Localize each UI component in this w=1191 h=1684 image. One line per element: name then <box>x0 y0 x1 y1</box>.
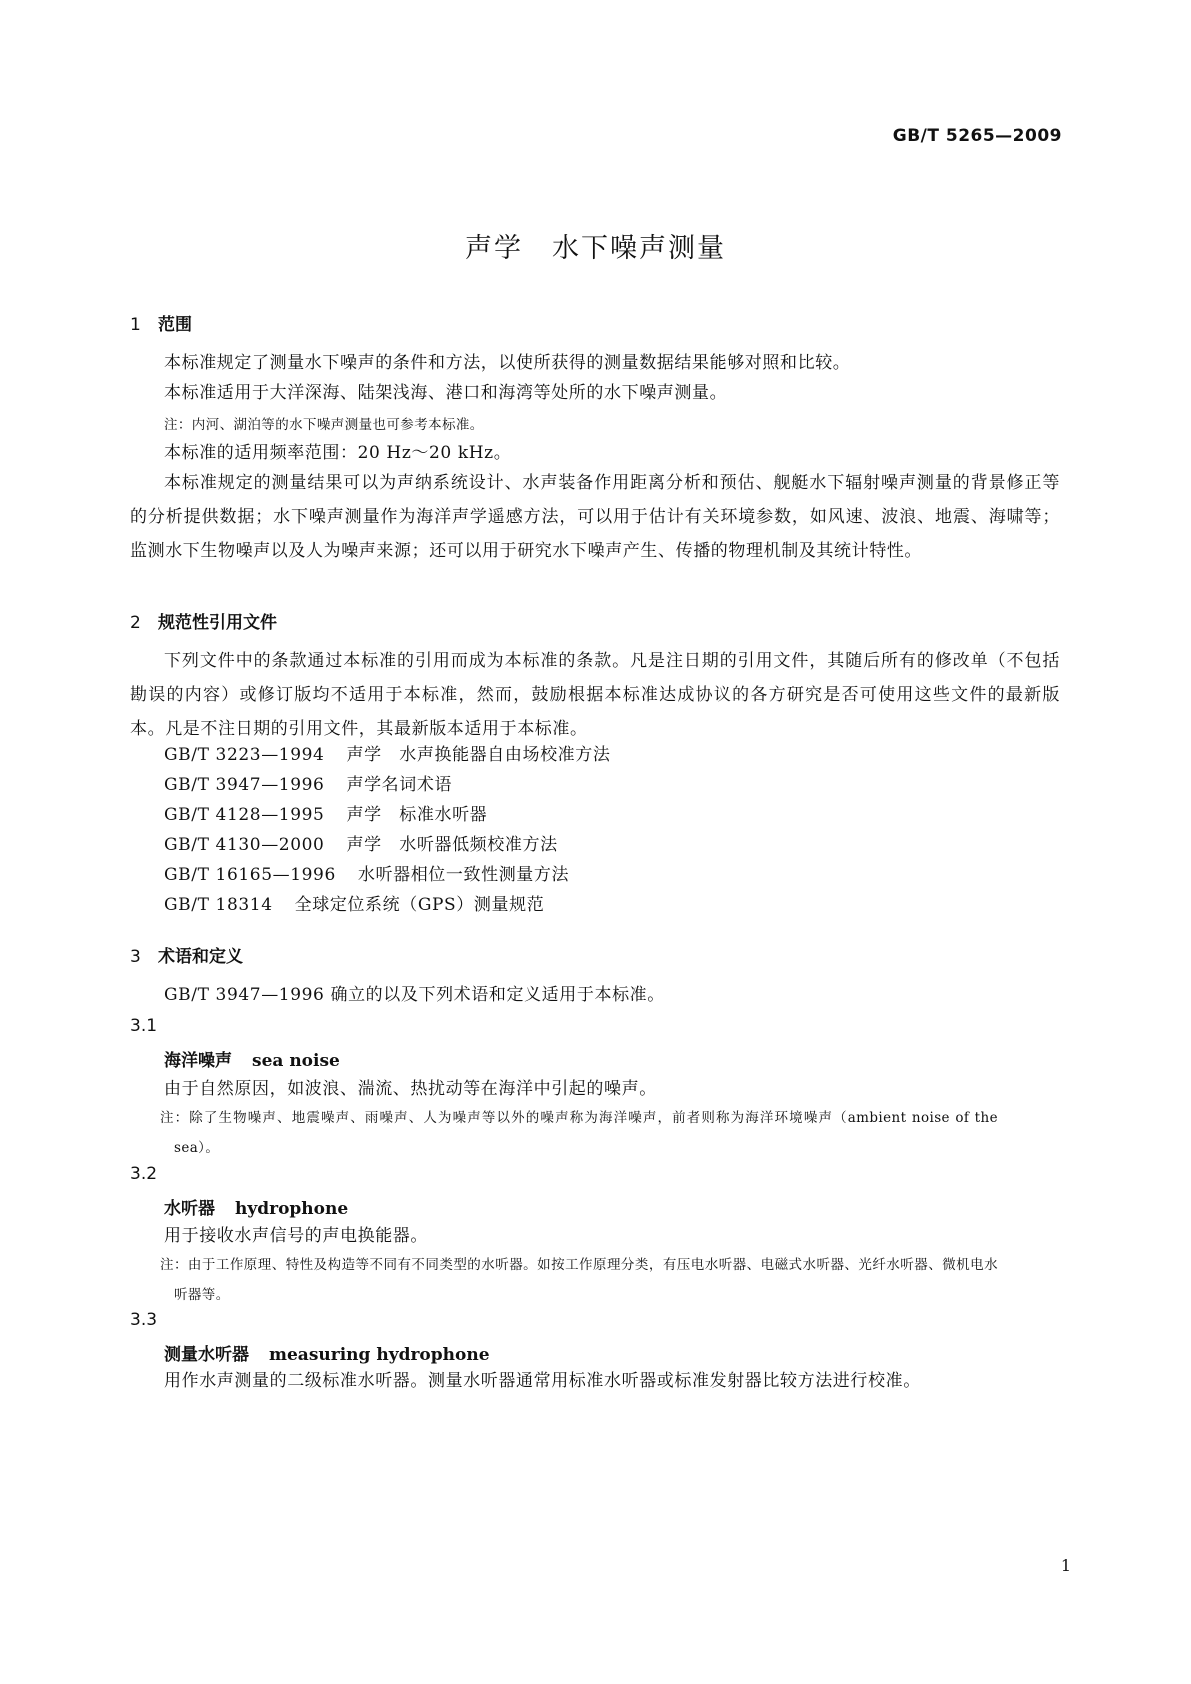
term-heading <box>164 1340 490 1365</box>
scope-paragraph-4: 本标准规定的测量结果可以为声纳系统设计、水声装备作用距离分析和预估、舰艇水下辐射噪声测量的背景修正等的分析提供数据；水下噪声测量作为海洋声学遥感方法，可以用于估计有关环境参数，如风速、波浪、地震、海啸等；监测水下生物噪声以及人为噪声来源；还可以用于研究水下噪声产生、传播的物理机制及其统计特性。 <box>130 473 1060 561</box>
section-2-heading <box>130 608 277 633</box>
clause-number: 3.3 <box>130 1310 158 1330</box>
reference-code: GB/T 3947—1996 <box>164 775 325 795</box>
reference-code: GB/T 3223—1994 <box>164 745 325 765</box>
term-en: measuring hydrophone <box>269 1345 490 1365</box>
scope-paragraph-1: 本标准规定了测量水下噪声的条件和方法，以使所获得的测量数据结果能够对照和比较。 <box>164 353 851 373</box>
section-title: 术语和定义 <box>158 947 243 967</box>
term-zh: 测量水听器 <box>164 1345 249 1365</box>
reference-code: GB/T 18314 <box>164 895 273 915</box>
document-title: 声学 水下噪声测量 <box>465 233 726 264</box>
section-1-heading <box>130 310 192 335</box>
normative-references-intro: 下列文件中的条款通过本标准的引用而成为本标准的条款。凡是注日期的引用文件，其随后所有的修改单（不包括勘误的内容）或修订版均不适用于本标准，然而，鼓励根据本标准达成协议的各方研究是否可使用这些文件的最新版本。凡是不注日期的引用文件，其最新版本适用于本标准。 <box>130 651 1060 739</box>
term-definition: 用作水声测量的二级标准水听器。测量水听器通常用标准水听器或标准发射器比较方法进行校准。 <box>164 1371 921 1391</box>
reference-title: 声学 标准水听器 <box>346 805 488 825</box>
section-number: 1 <box>130 315 141 335</box>
reference-title: 声学名词术语 <box>346 775 453 795</box>
reference-title: 声学 水声换能器自由场校准方法 <box>346 745 611 765</box>
term-zh: 海洋噪声 <box>164 1051 232 1071</box>
reference-item <box>164 798 487 832</box>
term-definition: 用于接收水声信号的声电换能器。 <box>164 1226 428 1246</box>
section-number: 3 <box>130 947 141 967</box>
reference-item <box>164 738 610 772</box>
page-number: 1 <box>1060 1556 1071 1575</box>
term-en: sea noise <box>252 1051 340 1071</box>
section-title: 范围 <box>158 315 192 335</box>
term-note: 注：除了生物噪声、地震噪声、雨噪声、人为噪声等以外的噪声称为海洋噪声，前者则称为海洋环境噪声（ambient noise of the sea）。 <box>160 1110 998 1156</box>
reference-item <box>164 828 558 862</box>
reference-item <box>164 858 569 892</box>
reference-title: 声学 水听器低频校准方法 <box>346 835 558 855</box>
reference-code: GB/T 16165—1996 <box>164 865 336 885</box>
term-en: hydrophone <box>235 1199 349 1219</box>
term-zh: 水听器 <box>164 1199 215 1219</box>
reference-code: GB/T 4130—2000 <box>164 835 325 855</box>
reference-code: GB/T 4128—1995 <box>164 805 325 825</box>
term-heading <box>164 1194 348 1219</box>
reference-title: 水听器相位一致性测量方法 <box>357 865 570 885</box>
section-title: 规范性引用文件 <box>158 613 277 633</box>
clause-number: 3.1 <box>130 1016 158 1036</box>
terms-intro: GB/T 3947—1996 确立的以及下列术语和定义适用于本标准。 <box>164 985 665 1005</box>
section-3-heading <box>130 942 243 967</box>
term-definition: 由于自然原因，如波浪、湍流、热扰动等在海洋中引起的噪声。 <box>164 1079 657 1099</box>
clause-number: 3.2 <box>130 1164 158 1184</box>
term-heading <box>164 1046 340 1071</box>
section-number: 2 <box>130 613 141 633</box>
reference-item <box>164 768 452 802</box>
reference-item <box>164 888 544 922</box>
term-note: 注：由于工作原理、特性及构造等不同有不同类型的水听器。如按工作原理分类，有压电水听器、电磁式水听器、光纤水听器、微机电水听器等。 <box>160 1257 998 1303</box>
scope-note: 注：内河、湖泊等的水下噪声测量也可参考本标准。 <box>164 417 484 433</box>
standard-number: GB/T 5265—2009 <box>892 126 1062 146</box>
reference-title: 全球定位系统（GPS）测量规范 <box>294 895 545 915</box>
scope-paragraph-2: 本标准适用于大洋深海、陆架浅海、港口和海湾等处所的水下噪声测量。 <box>164 383 728 403</box>
scope-frequency-range: 本标准的适用频率范围：20 Hz～20 kHz。 <box>164 443 512 463</box>
